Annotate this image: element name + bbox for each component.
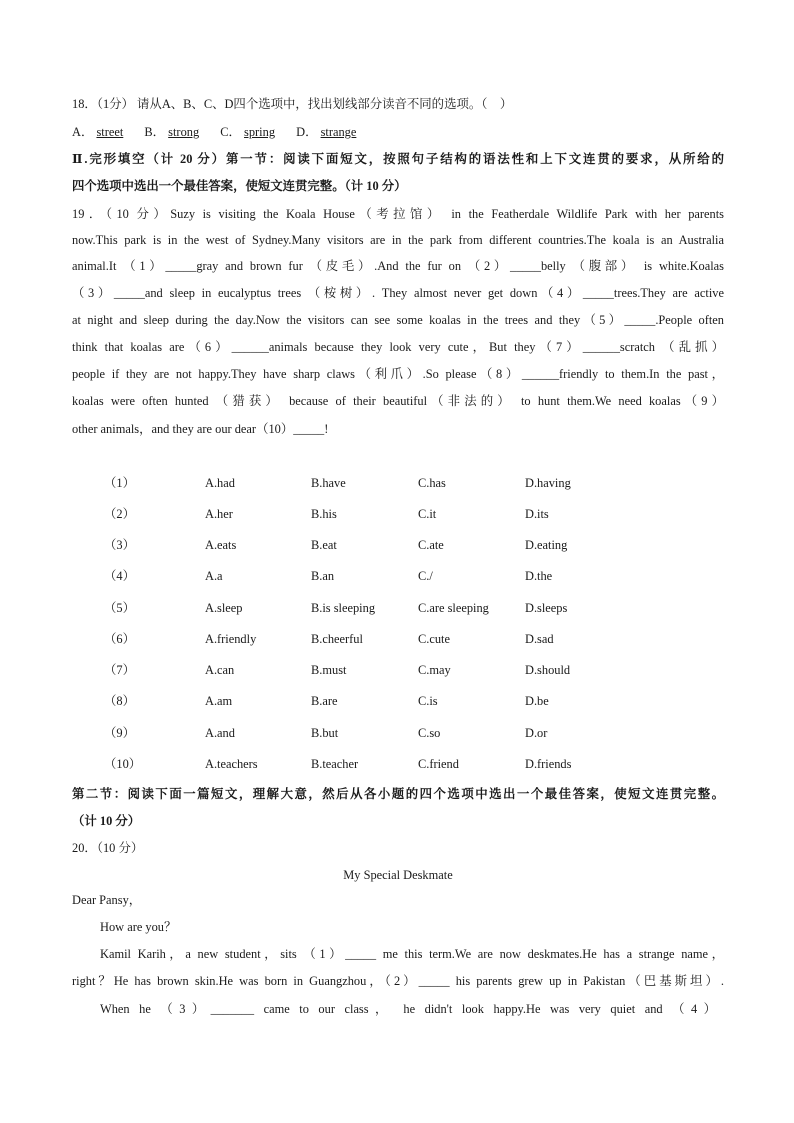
option-c[interactable]: C.so — [418, 726, 441, 740]
blank-number: （5） — [104, 601, 135, 615]
option-d[interactable]: D.friends — [525, 757, 572, 771]
option-d[interactable]: D.be — [525, 694, 549, 708]
option-b[interactable]: B.cheerful — [311, 632, 363, 646]
q19-option-row — [0, 725, 794, 741]
q19-option-row — [0, 662, 794, 678]
letter-salutation: Dear Pansy， — [72, 893, 142, 907]
q19-option-row — [0, 537, 794, 553]
option-b[interactable]: B.is sleeping — [311, 601, 376, 615]
blank-number: （10） — [104, 757, 142, 771]
option-b[interactable]: B.but — [311, 726, 339, 740]
blank-number: （4） — [104, 569, 135, 583]
q19-passage-line: other animals，and they are our dear（10）_____! — [72, 422, 329, 436]
blank-number: （1） — [104, 476, 135, 490]
q19-passage-line: people if they are not happy.They have sharp claws（利爪）.So please（8）______friendly to them.In the past， — [72, 367, 724, 381]
option-c[interactable]: C.has — [418, 476, 446, 490]
option-b[interactable]: B.teacher — [311, 757, 359, 771]
q19-passage-line: at night and sleep during the day.Now the visitors can see some koalas in the trees and they（5）_____.People often — [72, 313, 724, 327]
option-a[interactable]: A.eats — [205, 538, 237, 552]
q19-passage-line: animal.It （1）_____gray and brown fur （皮毛）.And the fur on （2）_____belly （腹部） is white.Koalas — [72, 259, 724, 273]
option-b[interactable]: B.his — [311, 507, 337, 521]
q19-option-row — [0, 600, 794, 616]
option-a[interactable]: A.a — [205, 569, 223, 583]
blank-number: （3） — [104, 538, 135, 552]
option-b[interactable]: B.must — [311, 663, 347, 677]
option-a[interactable]: A.and — [205, 726, 235, 740]
q19-option-row — [0, 568, 794, 584]
q19-option-row — [0, 506, 794, 522]
option-d[interactable]: D.or — [525, 726, 548, 740]
option-d[interactable]: D.eating — [525, 538, 568, 552]
section2-heading-line1: Ⅱ.完形填空（计 20 分）第一节：阅读下面短文，按照句子结构的语法性和上下文连贯的要求，从所给的 — [72, 152, 724, 166]
q19-passage-line: think that koalas are（6）______animals because they look very cute，But they（7）______scratch （乱抓） — [72, 340, 724, 354]
option-d[interactable]: D.sleeps — [525, 601, 568, 615]
q19-option-row — [0, 756, 794, 772]
q19-passage-line: （3）_____and sleep in eucalyptus trees （桉树）. They almost never get down（4）_____trees.They are active — [72, 286, 724, 300]
q19-passage-line: koalas were often hunted （猎获） because of their beautiful（非法的） to hunt them.We need koalas（9） — [72, 394, 724, 408]
q20-passage-line: When he （3）_______ came to our class， he didn't look happy.He was very quiet and （4） — [100, 1002, 716, 1016]
q18-option-c[interactable]: C． spring — [220, 125, 276, 139]
q20-stem: 20．（10 分） — [72, 841, 144, 855]
option-a[interactable]: A.her — [205, 507, 233, 521]
option-a[interactable]: A.friendly — [205, 632, 257, 646]
q19-option-row — [0, 693, 794, 709]
q18-option-d[interactable]: D． strange — [296, 125, 357, 139]
option-c[interactable]: C.friend — [418, 757, 459, 771]
q19-option-row — [0, 631, 794, 647]
blank-number: （2） — [104, 507, 135, 521]
q19-passage-line: 19．（10 分）Suzy is visiting the Koala House（考拉馆） in the Featherdale Wildlife Park with her parents — [72, 207, 724, 221]
q18-option-b[interactable]: B． strong — [144, 125, 200, 139]
option-a[interactable]: A.had — [205, 476, 235, 490]
q20-passage-line: Kamil Karih，a new student，sits （1）_____ me this term.We are now deskmates.He has a strange name， — [100, 947, 724, 961]
option-d[interactable]: D.its — [525, 507, 549, 521]
q20-passage-line: right？He has brown skin.He was born in Guangzhou，（2）_____ his parents grew up in Pakistan（巴基斯坦）. — [72, 974, 724, 988]
option-d[interactable]: D.the — [525, 569, 553, 583]
q19-passage-line: now.This park is in the west of Sydney.Many visitors are in the park from different countries.The koala is an Australia — [72, 233, 724, 247]
option-c[interactable]: C.ate — [418, 538, 444, 552]
option-a[interactable]: A.sleep — [205, 601, 243, 615]
option-c[interactable]: C.is — [418, 694, 438, 708]
blank-number: （9） — [104, 726, 135, 740]
section2-heading-line2: 四个选项中选出一个最佳答案，使短文连贯完整。（计 10 分） — [72, 179, 407, 193]
option-b[interactable]: B.an — [311, 569, 335, 583]
option-d[interactable]: D.sad — [525, 632, 554, 646]
option-b[interactable]: B.are — [311, 694, 338, 708]
option-c[interactable]: C.it — [418, 507, 437, 521]
option-a[interactable]: A.can — [205, 663, 235, 677]
passage-title: My Special Deskmate — [343, 868, 453, 882]
option-b[interactable]: B.eat — [311, 538, 337, 552]
q18-stem: 18．（1分） 请从A、B、C、D四个选项中，找出划线部分读音不同的选项。（ ） — [72, 97, 513, 111]
q20-passage-line: How are you？ — [100, 920, 177, 934]
option-c[interactable]: C.are sleeping — [418, 601, 489, 615]
blank-number: （8） — [104, 694, 135, 708]
option-d[interactable]: D.having — [525, 476, 571, 490]
option-b[interactable]: B.have — [311, 476, 346, 490]
option-c[interactable]: C.may — [418, 663, 451, 677]
blank-number: （7） — [104, 663, 135, 677]
option-c[interactable]: C./ — [418, 569, 433, 583]
blank-number: （6） — [104, 632, 135, 646]
option-a[interactable]: A.am — [205, 694, 233, 708]
q18-option-a[interactable]: A． street — [72, 125, 124, 139]
part2-heading-line2: （计 10 分） — [72, 814, 141, 828]
option-d[interactable]: D.should — [525, 663, 571, 677]
option-a[interactable]: A.teachers — [205, 757, 258, 771]
part2-heading-line1: 第二节：阅读下面一篇短文，理解大意，然后从各小题的四个选项中选出一个最佳答案，使短文连贯完整。 — [72, 787, 724, 801]
q18-options — [72, 124, 724, 140]
q19-option-row — [0, 475, 794, 491]
option-c[interactable]: C.cute — [418, 632, 450, 646]
